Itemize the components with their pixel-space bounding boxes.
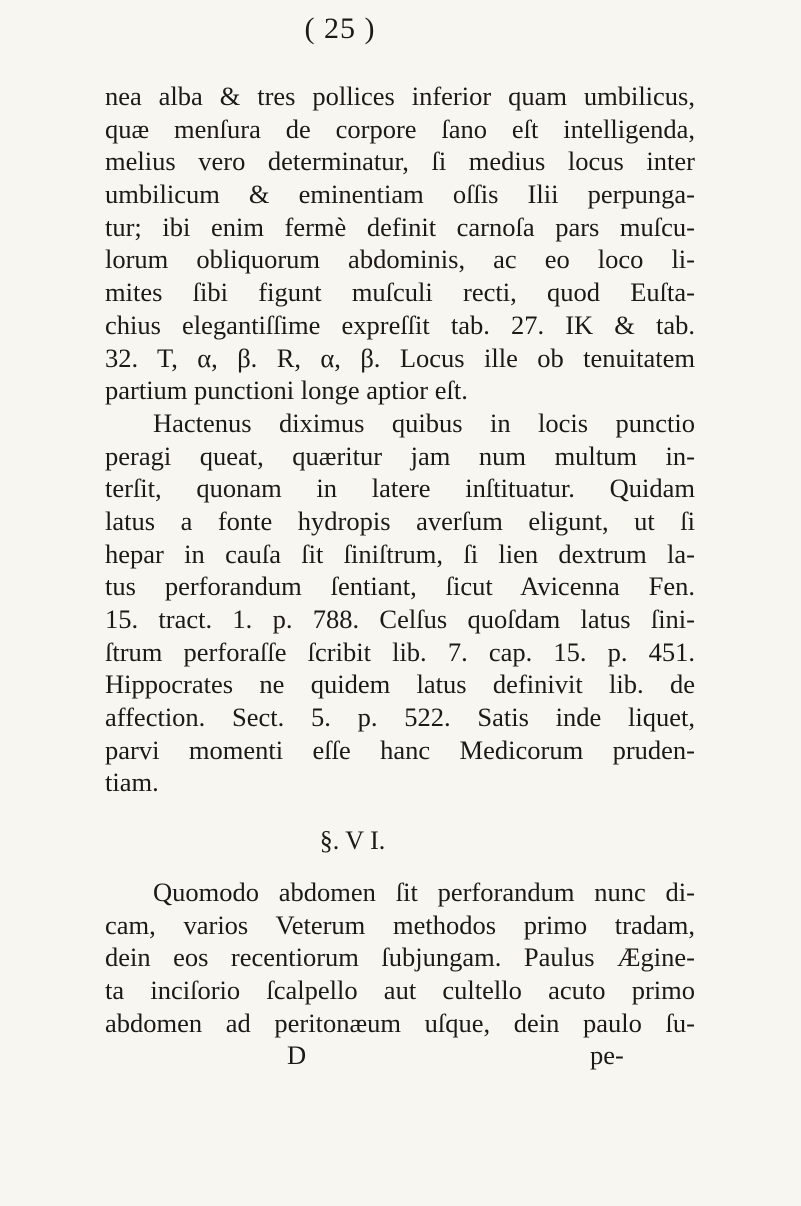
page-number: ( 25 )	[304, 12, 376, 45]
text-line: latus a fonte hydropis averſum eligunt, ut ſi	[105, 505, 695, 536]
text-line: tur; ibi enim fermè definit carnoſa pars muſcu-	[105, 211, 695, 242]
text-line: melius vero determinatur, ſi medius locus inter	[105, 146, 695, 177]
section-heading: §. V I.	[319, 826, 386, 856]
paragraph-3	[105, 876, 695, 1039]
text-line: tus perforandum ſentiant, ſicut Avicenna Fen.	[105, 571, 695, 602]
text-line: ta inciſorio ſcalpello aut cultello acuto primo	[105, 974, 695, 1005]
text-line: Hippocrates ne quidem latus definivit lib. de	[105, 669, 695, 700]
text-line: nea alba & tres pollices inferior quam umbilicus,	[105, 81, 695, 111]
text-line: tiam.	[105, 767, 159, 798]
catchword: pe-	[590, 1040, 624, 1071]
signature-mark: D	[287, 1040, 307, 1071]
text-line: Hactenus diximus quibus in locis punctio	[153, 407, 695, 438]
text-line: affection. Sect. 5. p. 522. Satis inde liquet,	[105, 702, 695, 733]
text-line: 15. tract. 1. p. 788. Celſus quoſdam latus ſini-	[105, 604, 695, 634]
paragraph-2	[105, 407, 695, 799]
text-line: ſtrum perforaſſe ſcribit lib. 7. cap. 15. p. 451.	[105, 636, 695, 667]
text-line: lorum obliquorum abdominis, ac eo loco li-	[105, 244, 695, 275]
text-line: dein eos recentiorum ſubjungam. Paulus Ægine-	[105, 942, 695, 973]
text-line: terſit, quonam in latere inſtituatur. Quidam	[105, 473, 695, 504]
text-line: peragi queat, quæritur jam num multum in-	[105, 440, 695, 471]
text-line: umbilicum & eminentiam oſſis Ilii perpunga-	[105, 179, 695, 210]
text-line: chius elegantiſſime expreſſit tab. 27. IK & tab.	[105, 309, 695, 340]
text-line: cam, varios Veterum methodos primo tradam,	[105, 909, 695, 940]
text-line: abdomen ad peritonæum uſque, dein paulo ſu-	[105, 1007, 695, 1038]
text-line: mites ſibi figunt muſculi recti, quod Euſta-	[105, 277, 695, 308]
body-text	[105, 80, 695, 1072]
text-line: quæ menſura de corpore ſano eſt intelligenda,	[105, 113, 695, 144]
text-line: hepar in cauſa ſit ſiniſtrum, ſi lien dextrum la-	[105, 538, 695, 569]
footer-line	[105, 1039, 695, 1072]
paragraph-1	[105, 80, 695, 407]
text-line: Quomodo abdomen ſit perforandum nunc di-	[153, 876, 695, 907]
text-line: 32. T, α, β. R, α, β. Locus ille ob tenuitatem	[105, 342, 695, 373]
text-line: parvi momenti eſſe hanc Medicorum pruden-	[105, 734, 695, 765]
text-line: partium punctioni longe aptior eſt.	[105, 375, 468, 406]
